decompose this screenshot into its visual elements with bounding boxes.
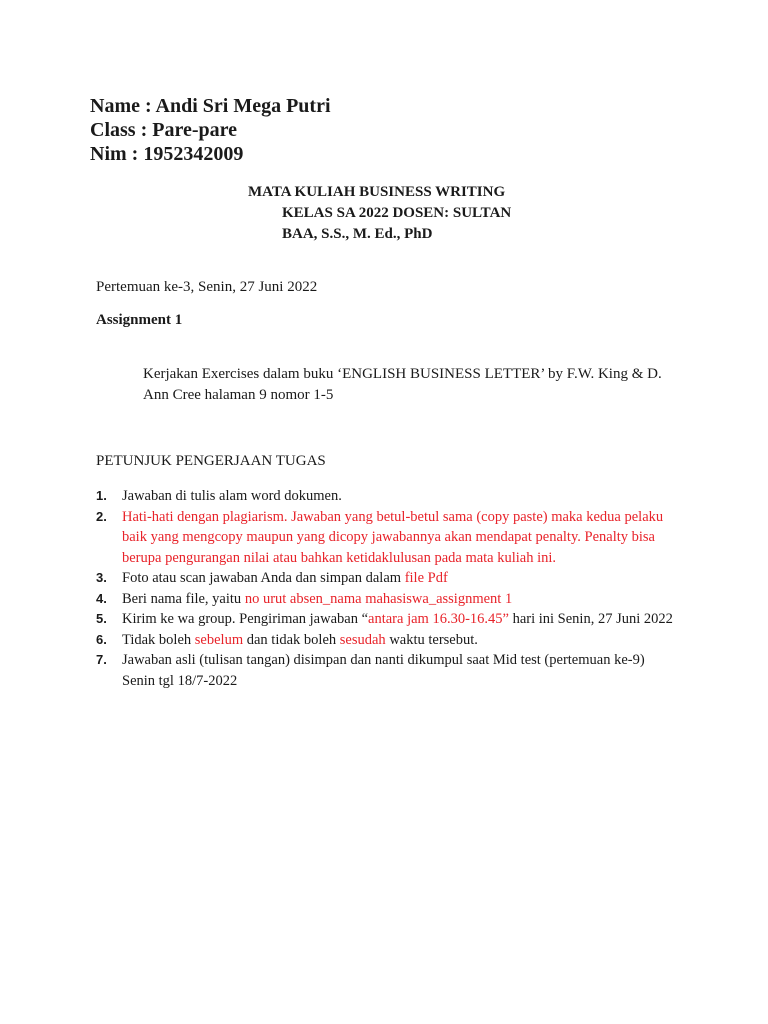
list-item-number: 4.	[96, 590, 107, 606]
meeting-info: Pertemuan ke-3, Senin, 27 Juni 2022	[96, 279, 318, 295]
list-item	[96, 609, 676, 630]
list-item-highlight: antara jam 16.30-16.45”	[368, 611, 509, 627]
list-item-number: 2.	[96, 508, 107, 524]
list-item-text: Jawaban asli (tulisan tangan) disimpan dan nanti dikumpul saat Mid test (pertemuan ke-9) Senin tgl 18/7-2022	[122, 652, 645, 689]
student-nim: Nim : 1952342009	[90, 143, 244, 165]
course-class-lecturer: KELAS SA 2022 DOSEN: SULTAN	[282, 205, 512, 221]
list-item-highlight: sesudah	[339, 631, 386, 648]
list-item-highlight: sebelum	[194, 631, 244, 648]
list-item-highlight: file Pdf	[404, 570, 448, 586]
student-name: Name : Andi Sri Mega Putri	[90, 95, 331, 117]
list-item-text: Beri nama file, yaitu	[122, 590, 245, 607]
list-item	[96, 630, 676, 651]
assignment-instruction: Kerjakan Exercises dalam buku ‘ENGLISH BUSINESS LETTER’ by F.W. King & D. Ann Cree halaman 9 nomor 1-5	[143, 366, 662, 403]
list-item-text: Kirim ke wa group. Pengiriman jawaban “	[122, 611, 369, 627]
list-item	[96, 507, 676, 569]
student-info	[90, 94, 331, 166]
list-item	[96, 650, 676, 691]
list-item-highlight: no urut absen_nama mahasiswa_assignment 1	[244, 590, 513, 607]
assignment-title: Assignment 1	[96, 312, 183, 328]
list-item-text: Foto atau scan jawaban Anda dan simpan dalam	[122, 570, 405, 586]
list-item-text: waktu tersebut.	[385, 631, 478, 648]
list-item-number: 7.	[96, 652, 107, 667]
list-item-text: hari ini Senin, 27 Juni 2022	[508, 611, 673, 627]
instruction-list	[96, 486, 676, 691]
list-item-text: Tidak boleh	[122, 631, 195, 648]
lecturer-degree: BAA, S.S., M. Ed., PhD	[282, 226, 433, 242]
list-item-number: 1.	[96, 488, 107, 503]
list-item-text: dan tidak boleh	[243, 631, 340, 648]
guide-title: PETUNJUK PENGERJAAN TUGAS	[96, 453, 326, 469]
list-item	[96, 589, 676, 610]
course-title: MATA KULIAH BUSINESS WRITING	[248, 184, 506, 200]
list-item	[96, 568, 676, 589]
list-item-highlight: Hati-hati dengan plagiarism. Jawaban yang betul-betul sama (copy paste) maka kedua pelaku baik yang mengcopy maupun yang dicopy jawabannya akan mendapat penalty. Penalty bisa berupa pengurangan nilai atau bahkan ketidaklulusan pada mata kuliah ini.	[122, 508, 664, 566]
student-class: Class : Pare-pare	[90, 119, 238, 141]
list-item-number: 5.	[96, 611, 107, 626]
list-item-number: 3.	[96, 570, 107, 585]
list-item-text: Jawaban di tulis alam word dokumen.	[122, 488, 342, 504]
list-item-number: 6.	[96, 631, 107, 647]
list-item	[96, 486, 676, 507]
